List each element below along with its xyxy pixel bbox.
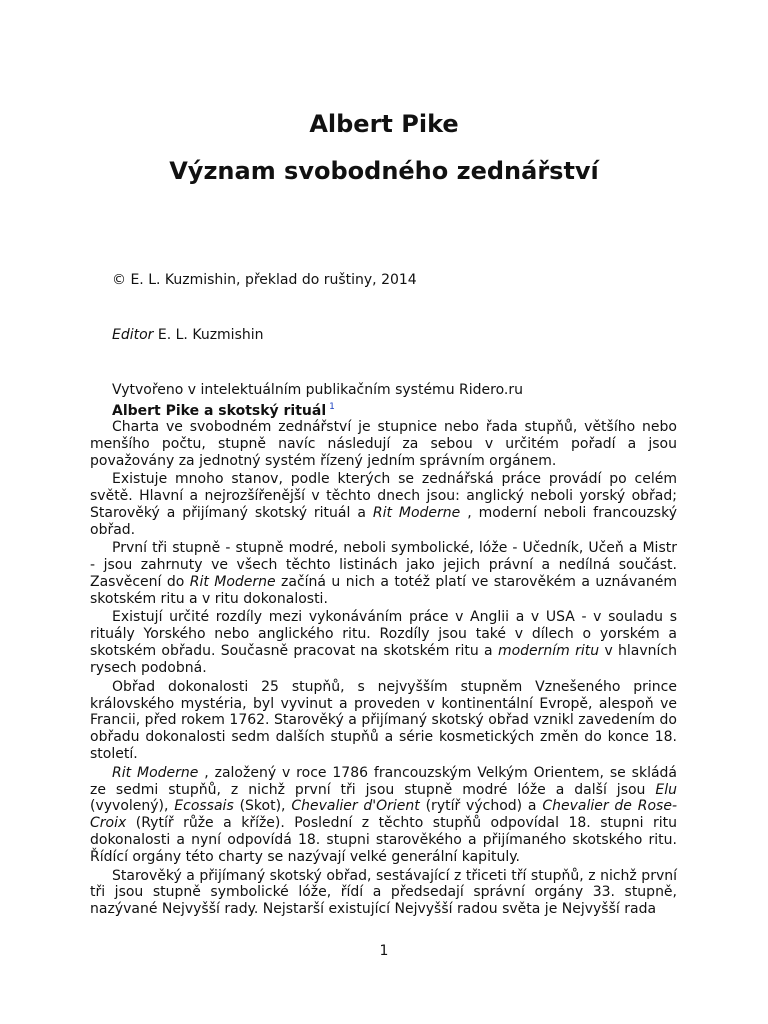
editor-name: E. L. Kuzmishin [153, 327, 264, 343]
paragraph-2-emphasis: Rit Moderne [372, 505, 461, 522]
body-text [90, 419, 677, 920]
publishing-system-note: Vytvořeno v intelektuálním publikačním systému Ridero.ru [112, 382, 523, 398]
paragraph-4 [90, 609, 677, 677]
paragraph-3 [90, 540, 677, 608]
copyright-notice: © E. L. Kuzmishin, překlad do ruštiny, 2014 [112, 272, 417, 288]
paragraph-6-text-3: (Skot), [233, 798, 292, 815]
editor-label: Editor [112, 327, 154, 343]
page-number: 1 [379, 943, 389, 959]
paragraph-6-text-5: (Rytíř růže a kříže). Poslední z těchto stupňů odpovídal 18. stupni ritu dokonalosti a nyní odpovídá 18. stupni starověkého a přijímaného skotského ritu. Řídící orgány této charty se nazývají velké generální kapituly. [90, 815, 677, 866]
author-title: Albert Pike [309, 110, 459, 138]
paragraph-6-text-4: (rytíř východ) a [419, 798, 543, 815]
footnote-link[interactable]: 1 [329, 402, 335, 412]
paragraph-4-text: Existují určité rozdíly mezi vykonáváním práce v Anglii a v USA - v souladu s rituály Yorského nebo anglického ritu. Rozdíly jsou také v dílech o yorském a skotském obřadu. Současně pracovat na skotském ritu a [90, 609, 677, 660]
paragraph-2-text-end: , moderní neboli francouzský obřad. [90, 505, 677, 538]
section-heading-text: Albert Pike a skotský rituál [112, 403, 327, 419]
paragraph-6 [90, 765, 677, 866]
section-heading [112, 399, 335, 420]
paragraph-6-emphasis-1: Rit Moderne [112, 764, 199, 781]
paragraph-4-emphasis: moderním ritu [497, 643, 600, 660]
paragraph-2 [90, 471, 677, 539]
paragraph-6-emphasis-5: Chevalier de Rose-Croix [90, 798, 677, 832]
paragraph-7: Starověký a přijímaný skotský obřad, sestávající z třiceti tří stupňů, z nichž první tři jsou stupně symbolické lóže, řídí a předsedají správní orgány 33. stupně, nazývané Nejvyšší rady. Nejstarší existující Nejvyšší radou světa je Nejvyšší rada [90, 867, 677, 918]
book-title: Význam svobodného zednářství [169, 157, 599, 185]
paragraph-6-text-1: , založený v roce 1786 francouzským Velkým Orientem, se skládá ze sedmi stupňů, z nichž první tři jsou stupně modré lóže a další jsou [90, 764, 678, 798]
paragraph-6-text-2: (vyvolený), [90, 798, 175, 815]
paragraph-6-emphasis-2: Elu [655, 781, 677, 798]
paragraph-2-text: Existuje mnoho stanov, podle kterých se zednářská práce provádí po celém světě. Hlavní a nejrozšířenější v těchto dnech jsou: anglický neboli yorský obřad; Starověký a přijímaný skotský rituál a [90, 471, 677, 522]
paragraph-3-text-end: začíná u nich a totéž platí ve starověkém a uznávaném skotském ritu a v ritu dokonalosti. [90, 574, 677, 608]
paragraph-6-emphasis-4: Chevalier d'Orient [291, 798, 420, 815]
paragraph-4-text-end: v hlavních rysech podobná. [90, 643, 678, 677]
paragraph-3-text: První tři stupně - stupně modré, neboli symbolické, lóže - Učedník, Učeň a Mistr - jsou zahrnuty ve všech těchto listinách jako jejich právní a nedílná součást. Zasvěcení do [90, 540, 677, 591]
paragraph-6-emphasis-3: Ecossais [174, 798, 234, 815]
editor-line [112, 327, 264, 344]
paragraph-3-emphasis: Rit Moderne [189, 574, 276, 591]
paragraph-5: Obřad dokonalosti 25 stupňů, s nejvyšším stupněm Vznešeného prince královského mystéria, byl vyvinut a proveden v kontinentální Evropě, alespoň ve Francii, před rokem 1762. Starověký a přijímaný skotský obřad vznikl zavedením do obřadu dokonalosti sedm dalších stupňů a série kosmetických změn do konce 18. století. [90, 678, 677, 763]
paragraph-1: Charta ve svobodném zednářství je stupnice nebo řada stupňů, většího nebo menšího počtu, stupně navíc následují za sebou v určitém pořadí a jsou považovány za jednotný systém řízený jedním správním orgánem. [90, 419, 677, 469]
